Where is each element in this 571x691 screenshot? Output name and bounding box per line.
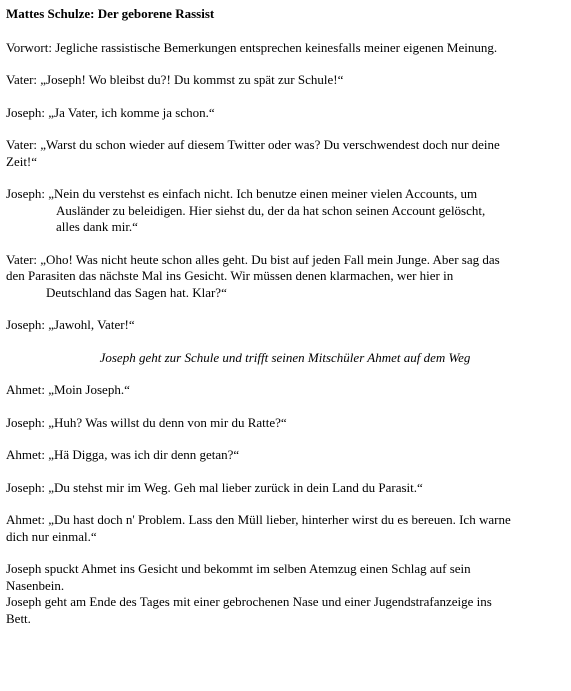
dialogue-line-ahmet-2: Ahmet: „Hä Digga, was ich dir denn getan?“: [6, 447, 240, 462]
text-line: Joseph spuckt Ahmet ins Gesicht und bekommt im selben Atemzug einen Schlag auf sein: [6, 561, 471, 576]
text-line: Bett.: [6, 610, 31, 626]
narration-paragraph-1: [6, 561, 564, 594]
dialogue-line-father-3: [6, 252, 564, 302]
dialogue-line-joseph-2: [6, 186, 564, 236]
stage-direction: Joseph geht zur Schule und trifft seinen Mitschüler Ahmet auf dem Weg: [99, 349, 471, 365]
text-line: Vater: „Warst du schon wieder auf diesem Twitter oder was? Du verschwendest doch nur deine: [6, 137, 500, 152]
text-line: Joseph geht am Ende des Tages mit einer gebrochenen Nase und einer Jugendstrafanzeige ins: [6, 594, 492, 609]
dialogue-line-joseph-3: Joseph: „Jawohl, Vater!“: [6, 317, 135, 332]
text-line: den Parasiten das nächste Mal ins Gesicht. Wir müssen denen klarmachen, wer hier in: [6, 268, 454, 283]
text-line: Zeit!“: [6, 153, 38, 169]
narration-paragraph-2: [6, 594, 564, 627]
text-line-indented: alles dank mir.“: [56, 219, 138, 234]
document-title: Mattes Schulze: Der geborene Rassist: [6, 6, 215, 21]
text-line-indented: Ausländer zu beleidigen. Hier siehst du, der da hat schon seinen Account gelöscht,: [56, 202, 486, 218]
dialogue-line-father-2: [6, 137, 564, 170]
dialogue-line-joseph-1: Joseph: „Ja Vater, ich komme ja schon.“: [6, 104, 215, 120]
text-line: Joseph: „Nein du verstehst es einfach nicht. Ich benutze einen meiner vielen Accounts, um: [6, 186, 478, 201]
text-line: Nasenbein.: [6, 577, 65, 593]
dialogue-line-joseph-5: Joseph: „Du stehst mir im Weg. Geh mal lieber zurück in dein Land du Parasit.“: [6, 479, 423, 495]
dialogue-line-ahmet-3: [6, 512, 564, 545]
text-line: dich nur einmal.“: [6, 528, 97, 544]
text-line: Ahmet: „Du hast doch n' Problem. Lass den Müll lieber, hinterher wirst du es bereuen. Ich warne: [6, 512, 511, 527]
dialogue-line-joseph-4: Joseph: „Huh? Was willst du denn von mir du Ratte?“: [6, 414, 287, 430]
dialogue-line-father-1: Vater: „Joseph! Wo bleibst du?! Du kommst zu spät zur Schule!“: [6, 72, 344, 87]
document-page: [6, 6, 564, 627]
foreword-paragraph: Vorwort: Jegliche rassistische Bemerkungen entsprechen keinesfalls meiner eigenen Meinung.: [6, 39, 498, 55]
dialogue-line-ahmet-1: Ahmet: „Moin Joseph.“: [6, 382, 130, 397]
text-line-indented: Deutschland das Sagen hat. Klar?“: [46, 284, 227, 300]
text-line: Vater: „Oho! Was nicht heute schon alles geht. Du bist auf jeden Fall mein Junge. Aber sag das: [6, 251, 500, 267]
